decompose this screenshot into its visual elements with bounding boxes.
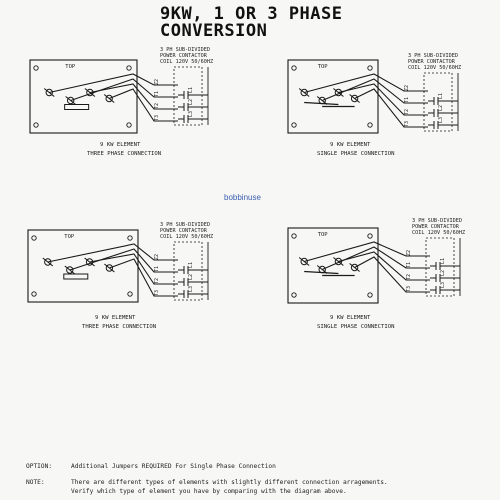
contact-label-l2: L2 — [188, 273, 194, 280]
mounting-screw — [128, 236, 132, 240]
note-label: NOTE: — [26, 479, 45, 486]
contactor-label-line2: POWER CONTACTOR — [160, 53, 207, 59]
notes-block — [26, 462, 496, 496]
mounting-screw — [368, 123, 372, 127]
top-label: TOP — [65, 64, 76, 70]
option-text: Additional Jumpers REQUIRED For Single Phase Connection — [71, 463, 276, 470]
note-row-2 — [26, 487, 496, 496]
terminal-label-t3: T3 — [154, 114, 160, 121]
contact-label-l2: L2 — [188, 98, 194, 105]
contactor-label-line1: 3 PH SUB-DIVIDED — [160, 222, 210, 228]
mounting-screw — [368, 293, 372, 297]
contact-label-l3: L3 — [440, 281, 446, 288]
contactor-label-line1: 3 PH SUB-DIVIDED — [412, 218, 462, 224]
contactor-label-line3: COIL 120V 50/60HZ — [160, 59, 214, 65]
contact-label-l2: L2 — [438, 104, 444, 111]
terminal-label-t2: T2 — [404, 108, 410, 115]
terminal-label-t3: T3 — [154, 289, 160, 296]
caption-line2: THREE PHASE CONNECTION — [82, 324, 157, 330]
contact-label-l3: L3 — [188, 110, 194, 117]
mounting-screw — [292, 123, 296, 127]
top-label: TOP — [64, 234, 75, 240]
terminal-label-t2: T2 — [154, 102, 160, 109]
mounting-screw — [292, 66, 296, 70]
mounting-screw — [128, 292, 132, 296]
terminal-label-t3: T3 — [404, 120, 410, 127]
contact-label-l3: L3 — [188, 285, 194, 292]
terminal-label-t1: T1 — [154, 265, 160, 272]
caption-line2: SINGLE PHASE CONNECTION — [317, 324, 395, 330]
caption-line1: 9 KW ELEMENT — [95, 315, 136, 321]
connection-wire — [355, 257, 430, 292]
mounting-screw — [368, 234, 372, 238]
caption-line2: SINGLE PHASE CONNECTION — [317, 151, 395, 157]
contactor-label-line1: 3 PH SUB-DIVIDED — [408, 53, 458, 59]
connection-wire — [109, 89, 178, 121]
mounting-screw — [292, 234, 296, 238]
wiring-panel-1 — [30, 47, 213, 157]
wiring-panel-3 — [28, 222, 213, 330]
top-label: TOP — [317, 232, 328, 238]
jumper-wire — [304, 272, 338, 274]
contact-label-l1: L1 — [188, 261, 194, 268]
wiring-panel-4 — [288, 218, 465, 330]
option-row — [26, 462, 496, 471]
mounting-screw — [34, 66, 38, 70]
terminal-label-z2: Z2 — [404, 84, 410, 91]
terminal-label-t1: T1 — [154, 90, 160, 97]
top-label: TOP — [317, 64, 328, 70]
terminal-label-z2: Z2 — [154, 253, 160, 260]
terminal-label-z2: Z2 — [406, 249, 412, 256]
contactor-label-line3: COIL 120V 50/60HZ — [412, 230, 466, 236]
mounting-screw — [292, 293, 296, 297]
contact-label-l1: L1 — [440, 257, 446, 264]
contact-label-l3: L3 — [438, 116, 444, 123]
terminal-label-t2: T2 — [406, 273, 412, 280]
mounting-screw — [127, 66, 131, 70]
contact-label-l2: L2 — [440, 269, 446, 276]
contactor-label-line2: POWER CONTACTOR — [412, 224, 459, 230]
connection-wire — [109, 259, 178, 296]
terminal-label-t2: T2 — [154, 277, 160, 284]
caption-line1: 9 KW ELEMENT — [100, 142, 141, 148]
wiring-panel-2 — [288, 53, 461, 157]
contactor-label-line2: POWER CONTACTOR — [160, 228, 207, 234]
bus-bar — [65, 105, 89, 110]
caption-line1: 9 KW ELEMENT — [330, 142, 371, 148]
mounting-screw — [32, 292, 36, 296]
watermark-text: bobbinuse — [224, 193, 261, 202]
contact-label-l1: L1 — [188, 86, 194, 93]
caption-line1: 9 KW ELEMENT — [330, 315, 371, 321]
bus-bar — [64, 274, 88, 279]
contactor-label-line3: COIL 120V 50/60HZ — [408, 65, 462, 71]
diagram-title-line1: 9KW, 1 OR 3 PHASE — [160, 4, 343, 24]
caption-line2: THREE PHASE CONNECTION — [87, 151, 162, 157]
note-row — [26, 478, 496, 487]
terminal-label-t1: T1 — [406, 261, 412, 268]
mounting-screw — [368, 66, 372, 70]
element-housing — [288, 228, 378, 303]
contactor-label-line3: COIL 120V 50/60HZ — [160, 234, 214, 240]
contactor-label-line2: POWER CONTACTOR — [408, 59, 455, 65]
terminal-label-z2: Z2 — [154, 78, 160, 85]
mounting-screw — [32, 236, 36, 240]
mounting-screw — [34, 123, 38, 127]
contact-label-l1: L1 — [438, 92, 444, 99]
contactor-label-line1: 3 PH SUB-DIVIDED — [160, 47, 210, 53]
terminal-label-t3: T3 — [406, 285, 412, 292]
jumper-wire — [304, 103, 338, 105]
note-text-line1: There are different types of elements with slightly different connection arragements. — [71, 479, 388, 486]
mounting-screw — [127, 123, 131, 127]
note-text-line2: Verify which type of element you have by comparing with the diagram above. — [71, 488, 347, 495]
diagram-title-line2: CONVERSION — [160, 21, 268, 41]
terminal-label-t1: T1 — [404, 96, 410, 103]
option-label: OPTION: — [26, 463, 53, 470]
connection-wire — [355, 89, 428, 127]
